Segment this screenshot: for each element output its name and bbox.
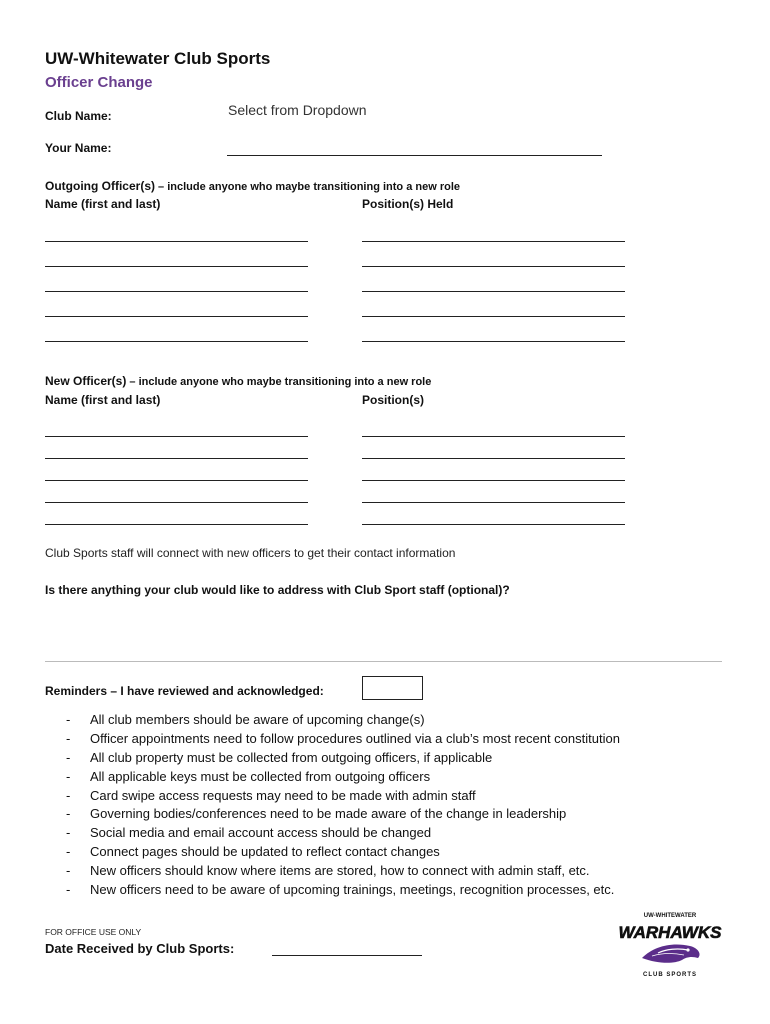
incoming-heading-rest: – include anyone who maybe transitioning into a new role (126, 376, 432, 388)
reminder-text: All applicable keys must be collected from outgoing officers (90, 768, 431, 784)
reminder-text: Social media and email account access should be changed (90, 825, 432, 841)
optional-question: Is there anything your club would like to address with Club Sport staff (optional)? (45, 583, 510, 597)
outgoing-position-field[interactable] (362, 241, 625, 242)
incoming-position-field[interactable] (362, 502, 625, 503)
outgoing-name-field[interactable] (45, 291, 308, 292)
reminders-list (66, 711, 620, 900)
incoming-position-field[interactable] (362, 480, 625, 481)
reminder-text: Card swipe access requests may need to be made with admin staff (90, 787, 476, 803)
outgoing-name-field[interactable] (45, 241, 308, 242)
reminder-item: - New officers should know where items are stored, how to connect with admin staff, etc. (66, 863, 590, 879)
reminder-item: - Governing bodies/conferences need to be made aware of the change in leadership (66, 806, 567, 822)
reminder-item: - All club property must be collected from outgoing officers, if applicable (66, 749, 493, 765)
reminder-text: Governing bodies/conferences need to be made aware of the change in leadership (90, 806, 567, 822)
your-name-label: Your Name: (45, 141, 112, 155)
reminders-heading: Reminders – I have reviewed and acknowledged: (45, 684, 324, 698)
logo-top-text: UW-WHITEWATER (643, 913, 697, 919)
acknowledge-box[interactable] (362, 676, 423, 700)
outgoing-heading-rest: – include anyone who maybe transitioning into a new role (155, 181, 460, 193)
incoming-position-field[interactable] (362, 436, 625, 437)
incoming-heading (45, 374, 431, 388)
outgoing-position-field[interactable] (362, 341, 625, 342)
incoming-name-field[interactable] (45, 524, 308, 525)
reminder-item: - New officers need to be aware of upcoming trainings, meetings, recognition processes, etc. (66, 882, 615, 898)
reminder-item: - All applicable keys must be collected from outgoing officers (66, 768, 431, 784)
date-received-label: Date Received by Club Sports: (45, 941, 235, 956)
incoming-name-field[interactable] (45, 436, 308, 437)
logo-main-text: WARHAWKS (618, 923, 722, 942)
incoming-name-field[interactable] (45, 480, 308, 481)
reminder-text: Officer appointments need to follow procedures outlined via a club’s most recent constitution (90, 730, 620, 746)
reminder-text: All club members should be aware of upcoming change(s) (90, 712, 425, 727)
reminder-text: New officers need to be aware of upcoming trainings, meetings, recognition processes, etc. (90, 882, 615, 898)
page-subtitle: Officer Change (45, 74, 153, 91)
reminder-text: New officers should know where items are stored, how to connect with admin staff, etc. (90, 863, 590, 879)
reminder-item: - Card swipe access requests may need to be made with admin staff (66, 787, 476, 803)
outgoing-position-field[interactable] (362, 291, 625, 292)
outgoing-name-field[interactable] (45, 341, 308, 342)
comment-field-line[interactable] (45, 661, 722, 662)
reminder-item: - Social media and email account access should be changed (66, 825, 432, 841)
incoming-col-position: Position(s) (362, 393, 424, 407)
outgoing-name-field[interactable] (45, 266, 308, 267)
reminder-item: - Officer appointments need to follow procedures outlined via a club’s most recent constitution (66, 730, 620, 746)
warhawks-logo (612, 908, 732, 980)
hawk-head-icon (642, 945, 700, 963)
incoming-position-field[interactable] (362, 458, 625, 459)
outgoing-heading-title: Outgoing Officer(s) (45, 179, 155, 193)
club-name-label: Club Name: (45, 109, 112, 123)
outgoing-name-field[interactable] (45, 316, 308, 317)
incoming-col-name: Name (first and last) (45, 393, 161, 407)
incoming-heading-title: New Officer(s) (45, 374, 127, 388)
your-name-field[interactable] (227, 155, 602, 156)
outgoing-heading (45, 179, 460, 193)
outgoing-col-position: Position(s) Held (362, 197, 454, 211)
contact-note: Club Sports staff will connect with new officers to get their contact information (45, 546, 456, 560)
incoming-position-field[interactable] (362, 524, 625, 525)
outgoing-position-field[interactable] (362, 316, 625, 317)
date-received-field[interactable] (272, 955, 422, 956)
reminder-text: Connect pages should be updated to reflect contact changes (90, 844, 440, 860)
incoming-name-field[interactable] (45, 458, 308, 459)
logo-bottom-text: CLUB SPORTS (642, 972, 698, 978)
outgoing-position-field[interactable] (362, 266, 625, 267)
page-title: UW-Whitewater Club Sports (45, 49, 271, 68)
reminder-item: - Connect pages should be updated to reflect contact changes (66, 844, 440, 860)
outgoing-col-name: Name (first and last) (45, 197, 161, 211)
incoming-name-field[interactable] (45, 502, 308, 503)
reminder-text: All club property must be collected from outgoing officers, if applicable (90, 749, 493, 765)
reminder-item: - All club members should be aware of upcoming change(s) (66, 712, 425, 727)
office-use-label: FOR OFFICE USE ONLY (45, 927, 142, 937)
club-name-dropdown[interactable]: Select from Dropdown (228, 102, 367, 118)
